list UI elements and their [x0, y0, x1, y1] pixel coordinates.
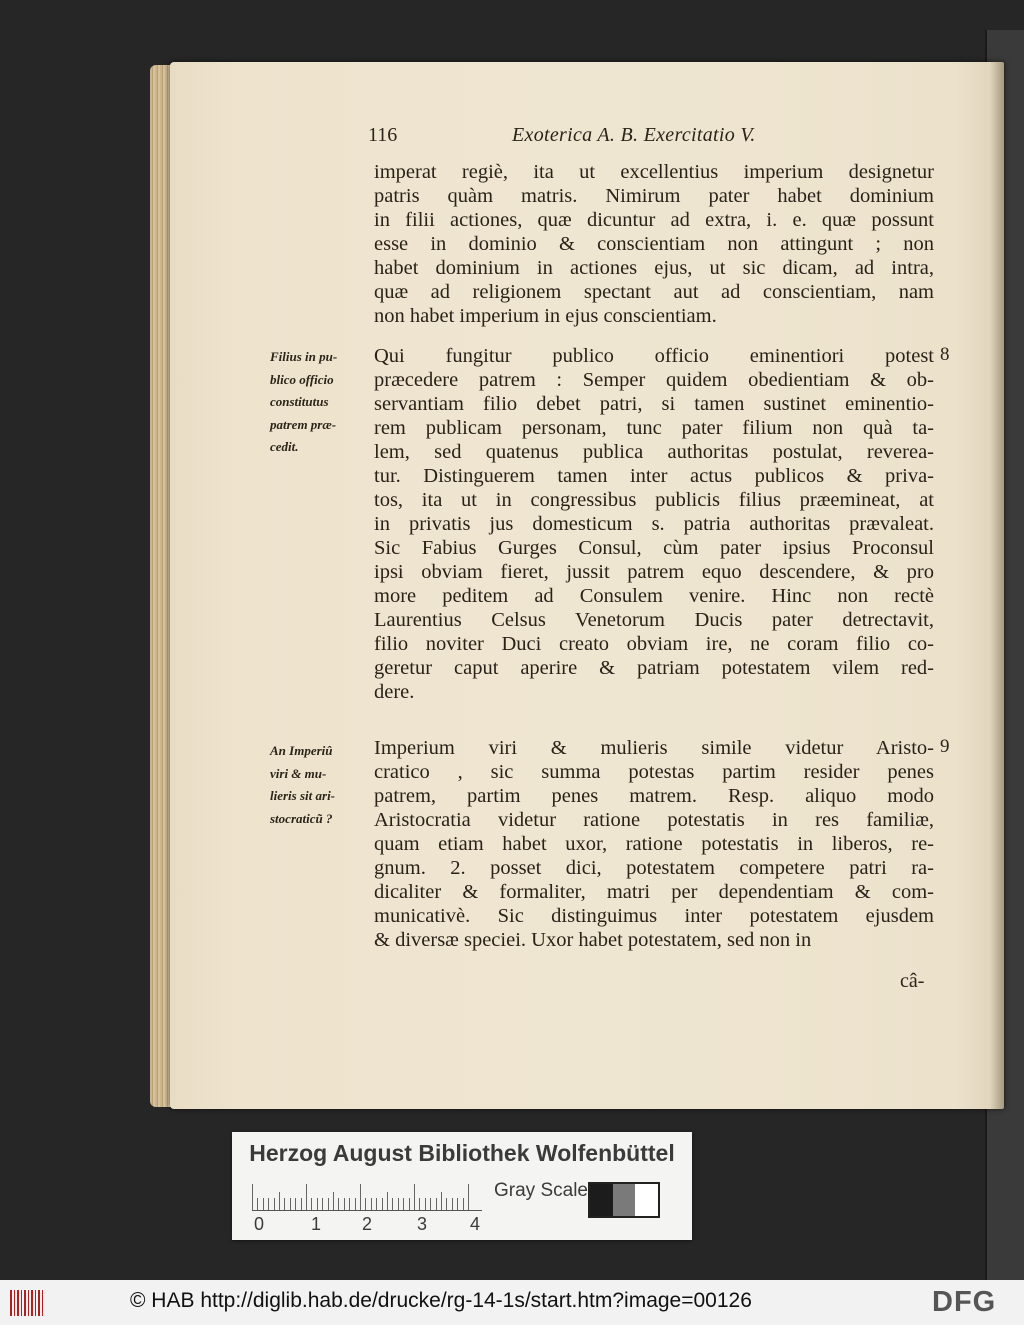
- ruler-tick: [317, 1198, 318, 1210]
- text-line: servantiam filio debet patri, si tamen sustinet eminentio-: [374, 393, 934, 415]
- text-line: more peditem ad Consulem venire. Hinc non rectè: [374, 585, 934, 607]
- dfg-logo: DFG: [932, 1286, 997, 1318]
- ruler-tick: [468, 1184, 469, 1210]
- ruler-tick: [365, 1198, 366, 1210]
- text-line: esse in dominio & conscientiam non attingunt ; non: [374, 233, 934, 255]
- plate-title: Herzog August Bibliothek Wolfenbüttel: [249, 1140, 675, 1166]
- marginal-note-line: patrem præ-: [270, 416, 337, 432]
- ruler-tick: [257, 1198, 258, 1210]
- running-head: Exoterica A. B. Exercitatio V.: [512, 124, 756, 146]
- gray-scale-label: Gray Scale: [494, 1180, 588, 1201]
- ruler-tick: [328, 1198, 329, 1210]
- ruler-tick: [403, 1198, 404, 1210]
- ruler-tick: [398, 1198, 399, 1210]
- ruler-tick: [463, 1198, 464, 1210]
- text-line: habet dominium in actiones ejus, ut sic dicam, ad intra,: [374, 257, 934, 279]
- text-line: patris quàm matris. Nimirum pater habet dominium: [374, 185, 934, 207]
- text-line: in filii actiones, quæ dicuntur ad extra, i. e. quæ possunt: [374, 209, 934, 231]
- library-plate: [232, 1132, 692, 1240]
- ruler-tick: [409, 1198, 410, 1210]
- text-line: gnum. 2. posset dici, potestatem competere patri ra-: [374, 857, 934, 879]
- text-line: imperat regiè, ita ut excellentius imperium designetur: [374, 161, 934, 183]
- text-line: quam etiam habet uxor, ratione potestatis in liberos, re-: [374, 833, 934, 855]
- gray-scale-swatch: [588, 1182, 660, 1218]
- ruler-tick: [295, 1198, 296, 1210]
- ruler-tick: [338, 1198, 339, 1210]
- ruler-tick: [274, 1198, 275, 1210]
- ruler-tick: [360, 1184, 361, 1210]
- text-line: Aristocratia videtur ratione potestatis in res familiæ,: [374, 809, 934, 831]
- ruler-tick: [284, 1198, 285, 1210]
- marginal-note-line: lieris sit ari-: [270, 788, 336, 803]
- swatch-light: [635, 1184, 658, 1216]
- scale-number: 4: [470, 1214, 481, 1234]
- marginal-note-line: constitutus: [270, 394, 329, 409]
- scale-number: 2: [362, 1214, 373, 1234]
- text-line: Qui fungitur publico officio eminentiori potest: [374, 345, 934, 367]
- text-line: ipsi obviam fieret, jussit patrem equo descendere, & pro: [374, 561, 934, 583]
- text-line: Imperium viri & mulieris simile videtur Aristo-: [374, 737, 934, 759]
- text-line: tos, ita ut in congressibus publicis filius præemineat, at: [374, 489, 934, 511]
- marginal-note-line: An Imperiû: [270, 743, 333, 758]
- scale-number: 3: [417, 1214, 428, 1234]
- text-line: & diversæ speciei. Uxor habet potestatem, sed non in: [374, 929, 812, 951]
- scale-number: 1: [311, 1214, 322, 1234]
- scale-number: 0: [254, 1214, 265, 1234]
- ruler-tick: [392, 1198, 393, 1210]
- source-link[interactable]: © HAB http://diglib.hab.de/drucke/rg-14-1s/start.htm?image=00126: [130, 1289, 752, 1312]
- ruler-tick: [414, 1184, 415, 1210]
- ruler-tick: [430, 1198, 431, 1210]
- viewer-footer: [0, 1280, 1024, 1325]
- ruler-tick: [419, 1198, 420, 1210]
- section-number: 8: [940, 344, 950, 365]
- catchword: câ-: [900, 970, 925, 992]
- ruler-tick: [322, 1198, 323, 1210]
- ruler-tick: [290, 1198, 291, 1210]
- text-line: lem, sed quatenus publica authoritas postulat, reverea-: [374, 441, 934, 463]
- text-line: municativè. Sic distinguimus inter potestatem ejusdem: [374, 905, 934, 927]
- text-line: Sic Fabius Gurges Consul, cùm pater ipsius Proconsul: [374, 537, 934, 559]
- ruler-tick: [252, 1184, 253, 1210]
- swatch-dark: [590, 1184, 613, 1216]
- ruler-tick: [279, 1192, 280, 1210]
- ruler-tick: [382, 1198, 383, 1210]
- ruler-tick: [376, 1198, 377, 1210]
- ruler-tick: [436, 1198, 437, 1210]
- ruler-tick: [268, 1198, 269, 1210]
- text-line: dicaliter & formaliter, matri per dependentiam & com-: [374, 881, 934, 903]
- barcode-icon: [10, 1290, 44, 1316]
- marginal-note-line: blico officio: [270, 371, 334, 387]
- ruler-tick: [446, 1198, 447, 1210]
- ruler-tick: [306, 1184, 307, 1210]
- gutter-shadow: [990, 62, 1004, 1109]
- section-number: 9: [940, 736, 950, 757]
- text-line: Laurentius Celsus Venetorum Ducis pater detrectavit,: [374, 609, 934, 631]
- ruler-tick: [311, 1198, 312, 1210]
- text-line: dere.: [374, 681, 415, 703]
- text-line: geretur caput aperire & patriam potestatem vilem red-: [374, 657, 934, 679]
- marginal-note-line: viri & mu-: [270, 765, 327, 781]
- text-line: cratico , sic summa potestas partim resider penes: [374, 761, 934, 783]
- ruler-tick: [344, 1198, 345, 1210]
- text-line: non habet imperium in ejus conscientiam.: [374, 305, 717, 327]
- ruler-tick: [263, 1198, 264, 1210]
- scale-ruler: [252, 1180, 482, 1211]
- ruler-tick: [387, 1192, 388, 1210]
- ruler-tick: [425, 1198, 426, 1210]
- ruler-tick: [441, 1192, 442, 1210]
- marginal-note-line: Filius in pu-: [270, 349, 338, 364]
- text-line: tur. Distinguerem tamen inter actus publicos & priva-: [374, 465, 934, 487]
- ruler-tick: [355, 1198, 356, 1210]
- ruler-tick: [457, 1198, 458, 1210]
- marginal-note-line: stocraticũ ?: [270, 810, 333, 826]
- text-line: filio noviter Duci creato obviam ire, ne coram filio co-: [374, 633, 934, 655]
- ruler-tick: [371, 1198, 372, 1210]
- text-line: præcedere patrem : Semper quidem obedientiam & ob-: [374, 369, 934, 391]
- ruler-tick: [333, 1192, 334, 1210]
- ruler-tick: [349, 1198, 350, 1210]
- text-line: quæ ad religionem spectant aut ad conscientiam, nam: [374, 281, 934, 303]
- text-line: rem publicam personam, tunc pater filium non quà ta-: [374, 417, 934, 439]
- ruler-tick: [301, 1198, 302, 1210]
- text-line: in privatis jus domesticum s. patria authoritas prævaleat.: [374, 513, 934, 535]
- page-number: 116: [368, 124, 398, 146]
- marginal-note-line: cedit.: [270, 439, 299, 454]
- swatch-mid: [613, 1184, 636, 1216]
- ruler-tick: [452, 1198, 453, 1210]
- text-line: patrem, partim penes matrem. Resp. aliquo modo: [374, 785, 934, 807]
